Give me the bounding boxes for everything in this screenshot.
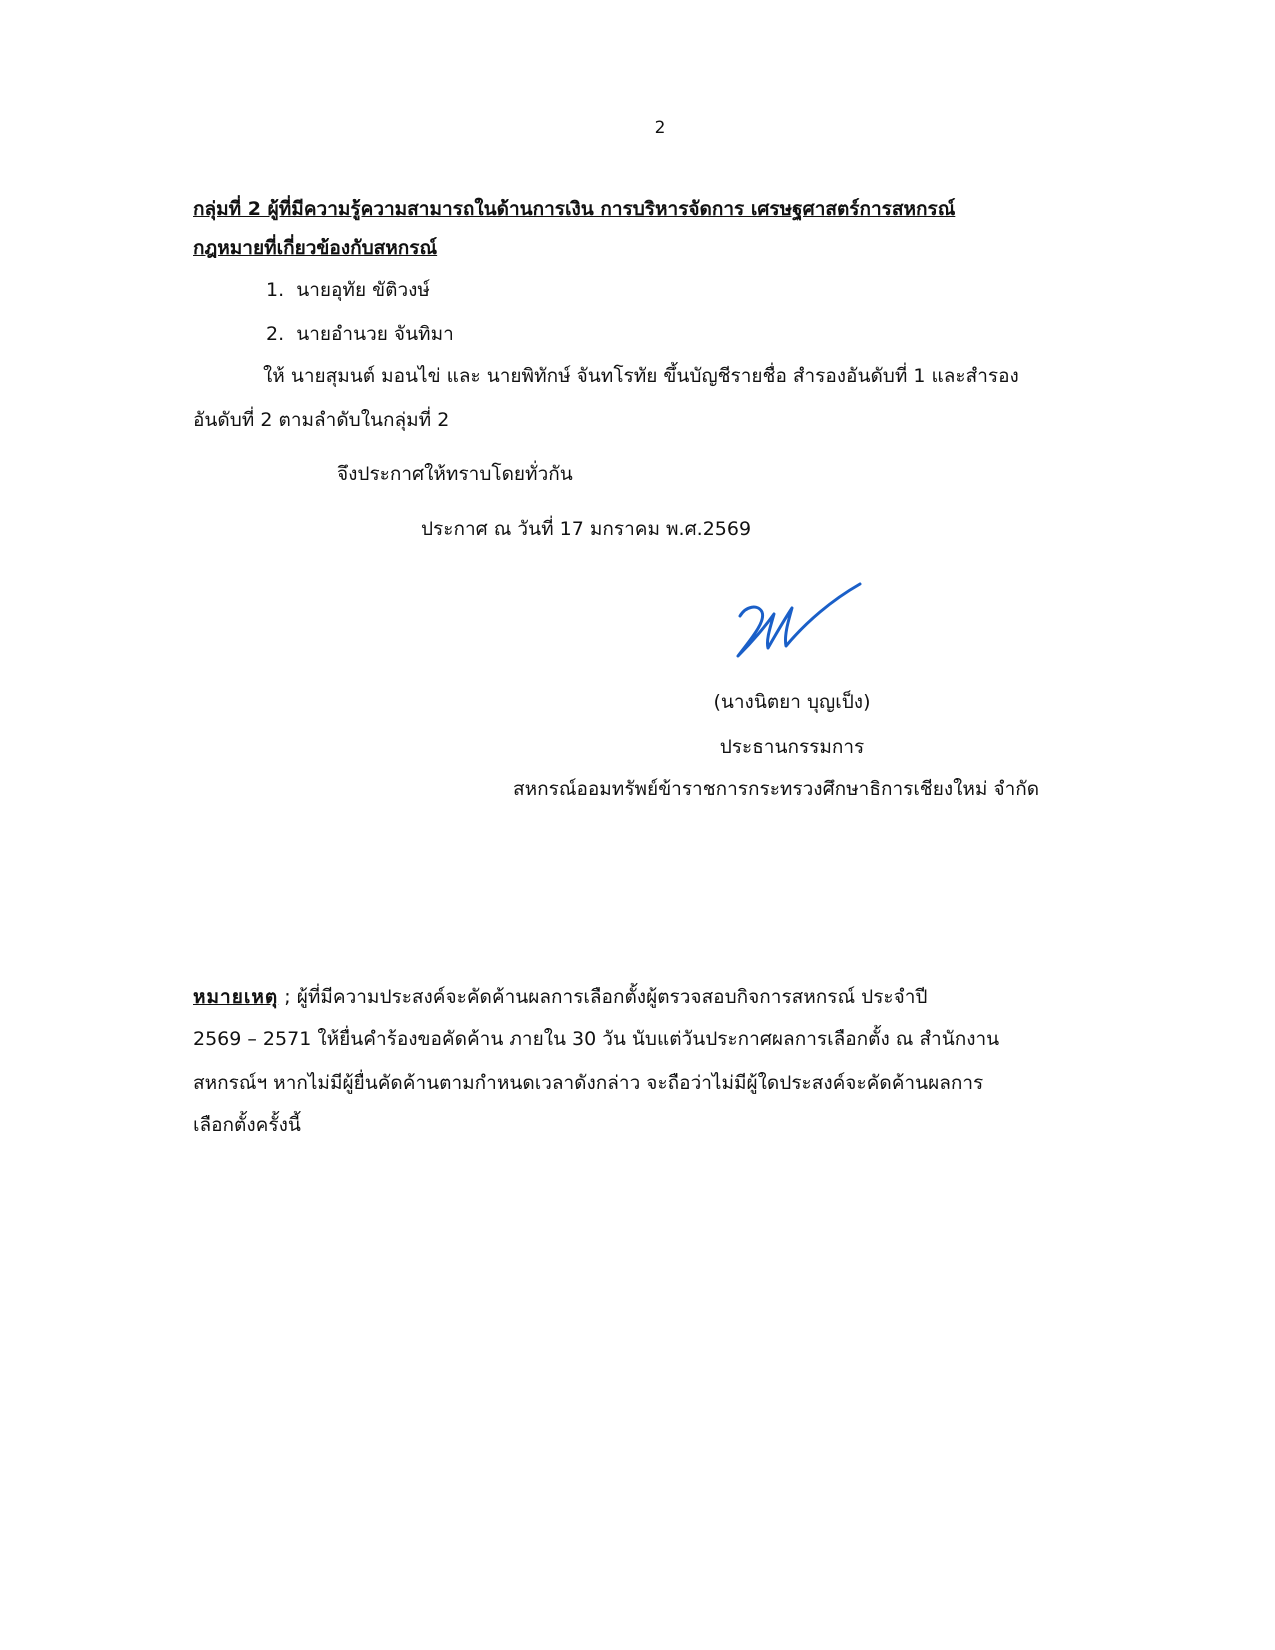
note-separator: ; (278, 986, 297, 1008)
note-line-3: สหกรณ์ฯ หากไม่มีผู้ยื่นคัดค้านตามกำหนดเวลาดังกล่าว จะถือว่าไม่มีผู้ใดประสงค์จะคัดค้านผลการ (193, 1072, 984, 1094)
note-label: หมายเหตุ (193, 986, 279, 1008)
page-number: 2 (654, 118, 666, 138)
member-item (266, 322, 454, 346)
signatory-organization: สหกรณ์ออมทรัพย์ข้าราชการกระทรวงศึกษาธิการเชียงใหม่ จำกัด (513, 778, 1040, 800)
member-number: 2. (266, 323, 285, 345)
handwritten-signature (728, 578, 868, 668)
reserve-text-line-1: ให้ นายสุมนต์ มอนไข่ และ นายพิทักษ์ จันทโรทัย ขึ้นบัญชีรายชื่อ สำรองอันดับที่ 1 และสำรอง (263, 365, 1019, 387)
note-line-1 (193, 985, 1073, 1009)
group-heading-line-2: กฎหมายที่เกี่ยวข้องกับสหกรณ์ (193, 237, 438, 259)
announcement-date: ประกาศ ณ วันที่ 17 มกราคม พ.ศ.2569 (421, 518, 752, 540)
member-name: นายอุทัย ขัติวงษ์ (296, 279, 430, 301)
note-line-2: 2569 – 2571 ให้ยื่นคำร้องขอคัดค้าน ภายใน 30 วัน นับแต่วันประกาศผลการเลือกตั้ง ณ สำนักงาน (193, 1028, 1000, 1050)
reserve-text-line-2: อันดับที่ 2 ตามลำดับในกลุ่มที่ 2 (193, 409, 450, 431)
member-name: นายอำนวย จันทิมา (296, 323, 454, 345)
signatory-title: ประธานกรรมการ (719, 736, 865, 758)
group-heading-line-1: กลุ่มที่ 2 ผู้ที่มีความรู้ความสามารถในด้านการเงิน การบริหารจัดการ เศรษฐศาสตร์การสหกรณ์ (193, 198, 956, 220)
closing-statement: จึงประกาศให้ทราบโดยทั่วกัน (337, 463, 573, 485)
signatory-name: (นางนิตยา บุญเป็ง) (713, 691, 871, 713)
signature-stroke (738, 584, 860, 656)
member-item (266, 278, 430, 302)
note-text: ผู้ที่มีความประสงค์จะคัดค้านผลการเลือกตั้งผู้ตรวจสอบกิจการสหกรณ์ ประจำปี (296, 986, 928, 1008)
member-number: 1. (266, 279, 285, 301)
note-line-4: เลือกตั้งครั้งนี้ (193, 1114, 301, 1136)
